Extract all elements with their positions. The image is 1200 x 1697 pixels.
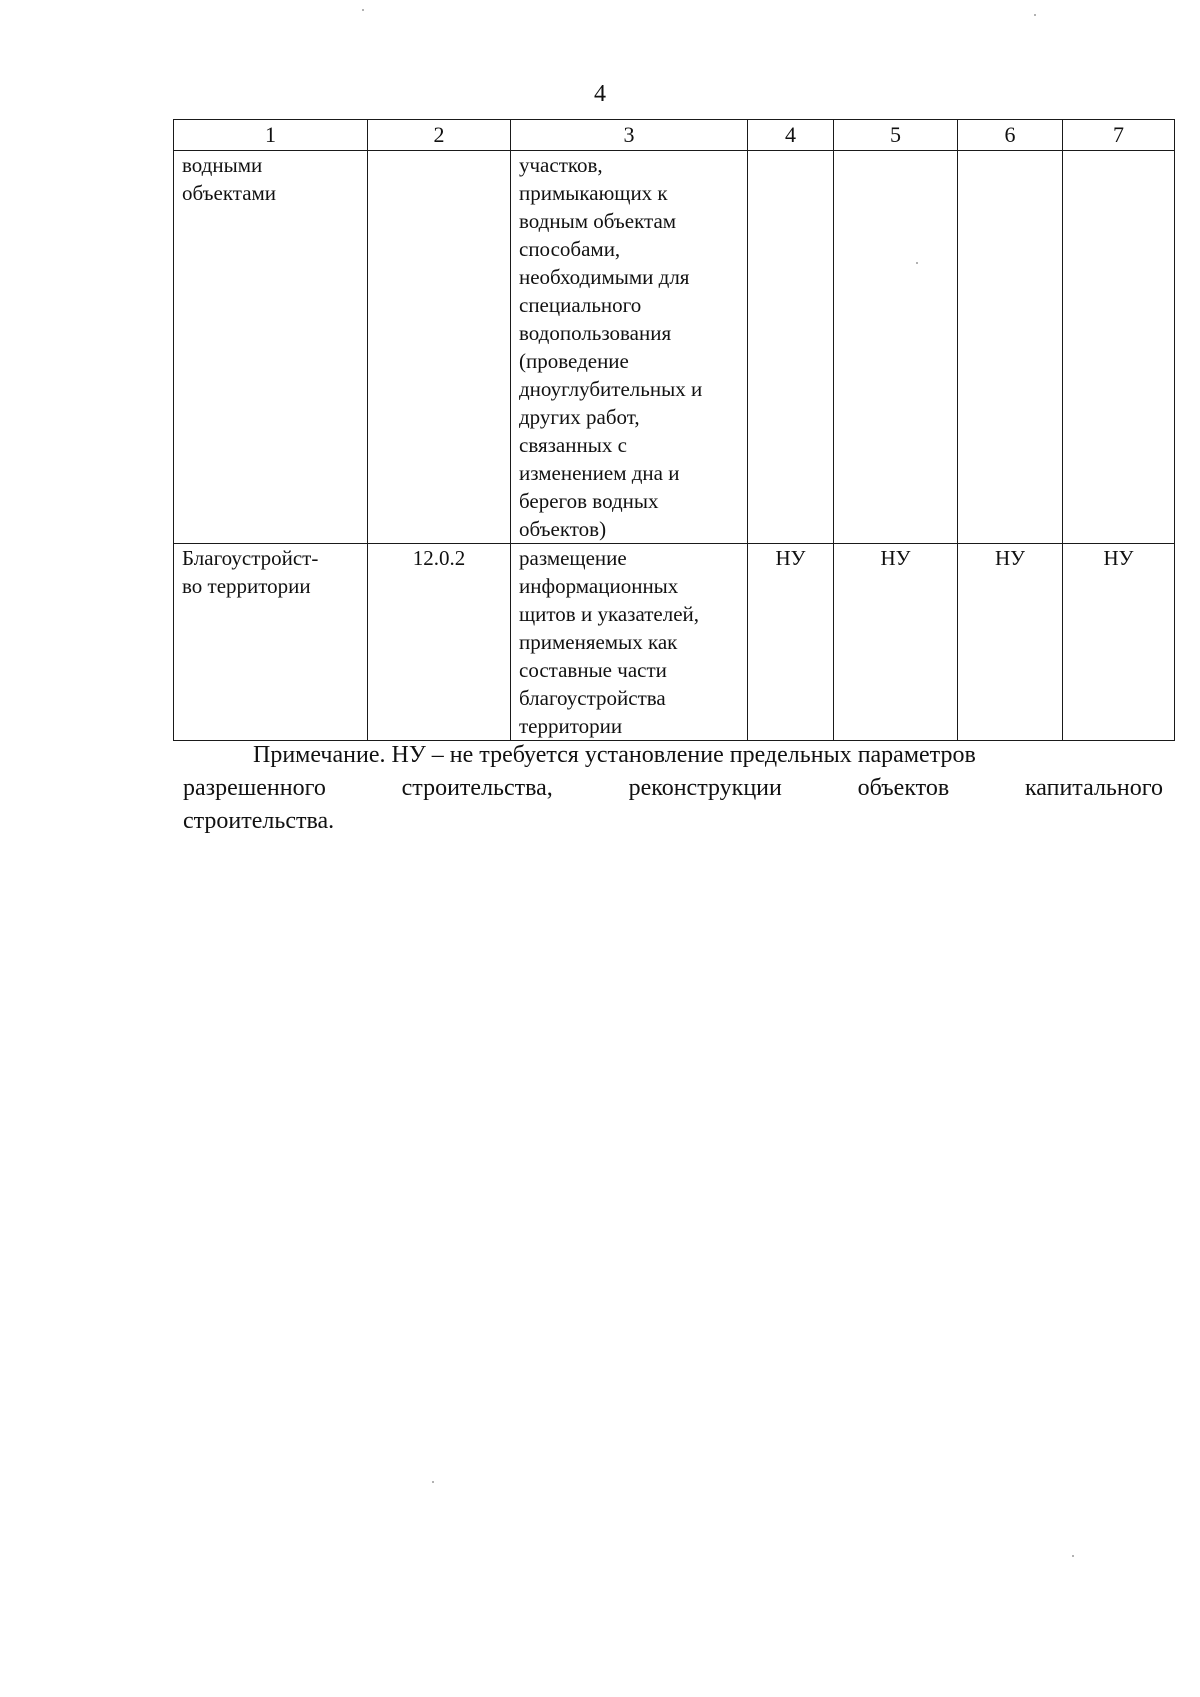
scan-speck [362, 9, 364, 11]
cell-line: щитов и указателей, [519, 602, 700, 626]
cell-line: объектами [182, 181, 277, 205]
param-cell [958, 151, 1063, 544]
cell-line: берегов водных [519, 489, 659, 513]
cell-line: (проведение [519, 349, 629, 373]
note-line [183, 772, 1163, 805]
param-cell [1063, 151, 1175, 544]
note-word: реконструкции [628, 775, 782, 801]
cell-line: во территории [182, 574, 311, 598]
cell-line: водным объектам [519, 209, 677, 233]
param-cell: НУ [834, 544, 958, 741]
cell-line: способами, [519, 237, 621, 261]
code-cell: 12.0.2 [368, 544, 511, 741]
regulations-table [173, 119, 1175, 741]
table-note [183, 739, 1163, 838]
note-line: Примечание. НУ – не требуется установление предельных параметров [253, 742, 976, 768]
cell-line: изменением дна и [519, 461, 680, 485]
header-cell: 7 [1063, 120, 1175, 151]
cell-line: связанных с [519, 433, 627, 457]
cell-line: благоустройства [519, 686, 666, 710]
param-cell: НУ [1063, 544, 1175, 741]
header-cell: 5 [834, 120, 958, 151]
cell-line: водопользования [519, 321, 672, 345]
header-cell: 1 [174, 120, 368, 151]
code-cell [368, 151, 511, 544]
cell-line: составные части [519, 658, 667, 682]
header-cell: 2 [368, 120, 511, 151]
cell-line: Благоустройст- [182, 546, 319, 570]
cell-line: водными [182, 153, 263, 177]
cell-line: необходимыми для [519, 265, 690, 289]
cell-line: специального [519, 293, 642, 317]
page-number: 4 [594, 81, 606, 107]
scan-speck [1072, 1555, 1074, 1557]
scan-speck [1034, 14, 1036, 16]
header-cell: 3 [511, 120, 748, 151]
header-cell: 4 [748, 120, 834, 151]
cell-line: участков, [519, 153, 603, 177]
cell-line: размещение [519, 546, 627, 570]
use-type-cell [174, 544, 368, 741]
table-row [174, 151, 1175, 544]
cell-line: других работ, [519, 405, 640, 429]
cell-line: применяемых как [519, 630, 678, 654]
param-cell [834, 151, 958, 544]
table-row [174, 544, 1175, 741]
scan-speck [916, 262, 918, 264]
note-line: строительства. [183, 808, 335, 834]
use-type-cell [174, 151, 368, 544]
note-word: строительства, [401, 775, 553, 801]
cell-line: дноуглубительных и [519, 377, 703, 401]
note-word: капитального [1024, 775, 1163, 801]
scan-speck [432, 1481, 434, 1483]
table-header-row [174, 120, 1175, 151]
description-cell [511, 151, 748, 544]
note-word: разрешенного [183, 775, 326, 801]
header-cell: 6 [958, 120, 1063, 151]
cell-line: объектов) [519, 517, 607, 541]
param-cell [748, 151, 834, 544]
note-word: объектов [857, 775, 950, 801]
param-cell: НУ [748, 544, 834, 741]
cell-line: информационных [519, 574, 679, 598]
cell-line: примыкающих к [519, 181, 668, 205]
cell-line: территории [519, 714, 623, 738]
param-cell: НУ [958, 544, 1063, 741]
description-cell [511, 544, 748, 741]
